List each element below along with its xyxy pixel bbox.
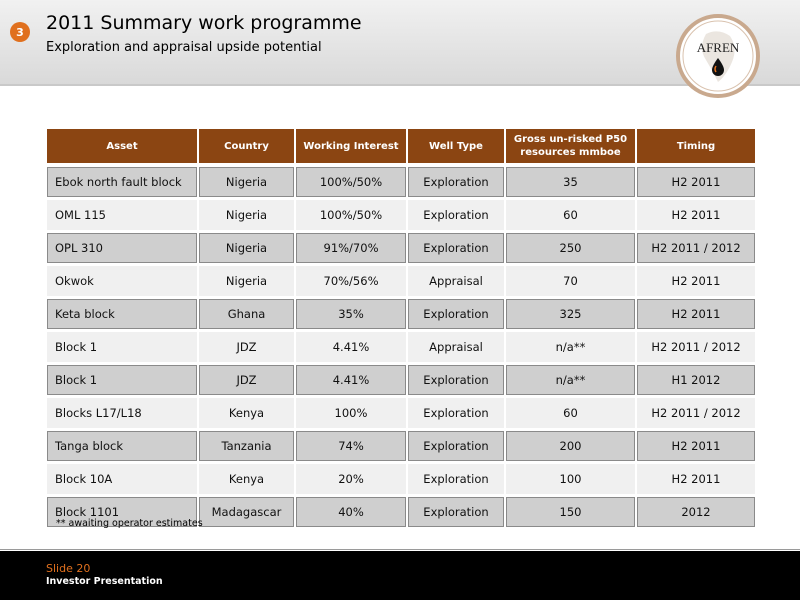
working-interest-cell: 70%/56%	[295, 265, 407, 298]
well-type-cell: Exploration	[407, 199, 505, 232]
footnote: ** awaiting operator estimates	[56, 518, 203, 529]
working-interest-cell: 91%/70%	[295, 232, 407, 265]
table-row	[46, 331, 756, 364]
timing-cell: H1 2012	[636, 364, 756, 397]
section-number-badge: 3	[10, 22, 30, 42]
working-interest-cell: 35%	[295, 298, 407, 331]
country-cell: JDZ	[198, 364, 295, 397]
timing-cell: H2 2011 / 2012	[636, 331, 756, 364]
well-type-cell: Appraisal	[407, 265, 505, 298]
country-cell: Kenya	[198, 397, 295, 430]
working-interest-cell: 100%/50%	[295, 199, 407, 232]
working-interest-cell: 4.41%	[295, 364, 407, 397]
asset-cell: Tanga block	[46, 430, 198, 463]
well-type-cell: Exploration	[407, 496, 505, 529]
working-interest-cell: 4.41%	[295, 331, 407, 364]
asset-cell: OML 115	[46, 199, 198, 232]
table-row	[46, 364, 756, 397]
presentation-name: Investor Presentation	[46, 576, 163, 587]
well-type-cell: Exploration	[407, 430, 505, 463]
country-cell: Ghana	[198, 298, 295, 331]
table-header-row	[46, 128, 756, 166]
timing-cell: H2 2011	[636, 166, 756, 199]
country-cell: Nigeria	[198, 199, 295, 232]
column-header-well-type: Well Type	[407, 128, 505, 166]
timing-cell: H2 2011 / 2012	[636, 397, 756, 430]
column-header-working-interest: Working Interest	[295, 128, 407, 166]
well-type-cell: Exploration	[407, 397, 505, 430]
asset-cell: OPL 310	[46, 232, 198, 265]
resources-cell: 60	[505, 397, 636, 430]
working-interest-cell: 100%	[295, 397, 407, 430]
timing-cell: H2 2011	[636, 298, 756, 331]
asset-cell: Okwok	[46, 265, 198, 298]
resources-cell: 200	[505, 430, 636, 463]
resources-cell: n/a**	[505, 364, 636, 397]
asset-cell: Block 1	[46, 364, 198, 397]
resources-cell: n/a**	[505, 331, 636, 364]
column-header-asset: Asset	[46, 128, 198, 166]
table-row	[46, 232, 756, 265]
asset-cell: Block 1	[46, 331, 198, 364]
asset-cell: Blocks L17/L18	[46, 397, 198, 430]
table-row	[46, 463, 756, 496]
resources-cell: 150	[505, 496, 636, 529]
country-cell: Tanzania	[198, 430, 295, 463]
country-cell: Kenya	[198, 463, 295, 496]
resources-cell: 325	[505, 298, 636, 331]
asset-cell: Keta block	[46, 298, 198, 331]
asset-cell: Block 1101	[46, 496, 198, 529]
slide-subtitle: Exploration and appraisal upside potential	[46, 40, 322, 55]
resources-cell: 70	[505, 265, 636, 298]
well-type-cell: Exploration	[407, 298, 505, 331]
working-interest-cell: 40%	[295, 496, 407, 529]
column-header-country: Country	[198, 128, 295, 166]
table-row	[46, 199, 756, 232]
table-row	[46, 265, 756, 298]
working-interest-cell: 20%	[295, 463, 407, 496]
table-row	[46, 166, 756, 199]
slide-number: Slide 20	[46, 562, 91, 575]
country-cell: Nigeria	[198, 166, 295, 199]
well-type-cell: Exploration	[407, 463, 505, 496]
table-row	[46, 430, 756, 463]
country-cell: Nigeria	[198, 232, 295, 265]
country-cell: Madagascar	[198, 496, 295, 529]
well-type-cell: Exploration	[407, 166, 505, 199]
table-row	[46, 298, 756, 331]
resources-cell: 35	[505, 166, 636, 199]
timing-cell: H2 2011	[636, 430, 756, 463]
country-cell: JDZ	[198, 331, 295, 364]
resources-cell: 100	[505, 463, 636, 496]
work-programme-table	[46, 128, 756, 529]
asset-cell: Block 10A	[46, 463, 198, 496]
resources-cell: 60	[505, 199, 636, 232]
table-row	[46, 397, 756, 430]
logo-text: AFREN	[696, 40, 740, 55]
well-type-cell: Exploration	[407, 232, 505, 265]
timing-cell: 2012	[636, 496, 756, 529]
timing-cell: H2 2011 / 2012	[636, 232, 756, 265]
working-interest-cell: 74%	[295, 430, 407, 463]
slide-title: 2011 Summary work programme	[46, 12, 362, 34]
timing-cell: H2 2011	[636, 463, 756, 496]
well-type-cell: Exploration	[407, 364, 505, 397]
footer-divider	[0, 549, 800, 550]
well-type-cell: Appraisal	[407, 331, 505, 364]
country-cell: Nigeria	[198, 265, 295, 298]
timing-cell: H2 2011	[636, 199, 756, 232]
column-header-resources: Gross un-risked P50 resources mmboe	[505, 128, 636, 166]
working-interest-cell: 100%/50%	[295, 166, 407, 199]
column-header-timing: Timing	[636, 128, 756, 166]
resources-cell: 250	[505, 232, 636, 265]
afren-logo	[676, 14, 760, 98]
asset-cell: Ebok north fault block	[46, 166, 198, 199]
timing-cell: H2 2011	[636, 265, 756, 298]
